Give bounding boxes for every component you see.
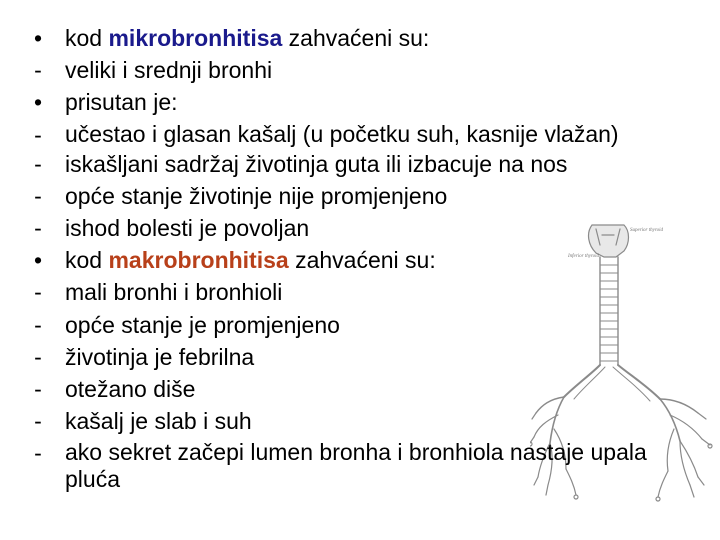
illustration-label-1: Superior thyroid — [630, 228, 664, 233]
dash-marker: - — [34, 440, 42, 467]
dash-marker: - — [34, 376, 42, 403]
bullet-marker: • — [33, 247, 43, 274]
list-item-text: kod makrobronhitisa zahvaćeni su: — [65, 247, 436, 274]
dash-marker: - — [34, 57, 42, 84]
keyword-makrobronhitis: makrobronhitisa — [108, 247, 289, 274]
list-item — [28, 22, 688, 54]
list-item — [28, 341, 688, 373]
list-item — [28, 148, 688, 180]
illustration-label-2: Inferior thyroid — [568, 254, 600, 259]
list-item — [28, 276, 688, 308]
bullet-list — [28, 22, 688, 493]
list-item-text: opće stanje životinje nije promjenjeno — [65, 182, 448, 209]
list-item-text: životinja je febrilna — [65, 343, 255, 370]
list-item-text: prisutan je: — [65, 89, 178, 116]
dash-marker: - — [34, 215, 42, 242]
dash-marker: - — [34, 150, 42, 177]
list-item — [28, 86, 688, 118]
dash-marker: - — [34, 311, 42, 338]
bullet-marker: • — [33, 25, 43, 51]
list-item — [28, 405, 688, 437]
list-item-text: iskašljani sadržaj životinja guta ili izbacuje na nos — [65, 150, 568, 177]
list-item-text: učestao i glasan kašalj (u početku suh, kasnije vlažan) — [65, 120, 619, 147]
list-item — [28, 244, 688, 276]
list-item-text: ishod bolesti je povoljan — [65, 215, 310, 242]
bullet-marker: • — [33, 89, 43, 116]
list-item — [28, 54, 688, 86]
list-item-text: mali bronhi i bronhioli — [65, 279, 283, 306]
list-item-text: veliki i srednji bronhi — [65, 57, 273, 84]
keyword-mikrobronhitis: mikrobronhitisa — [108, 25, 283, 51]
list-item-text: opće stanje je promjenjeno — [65, 311, 340, 338]
list-item — [28, 119, 688, 148]
dash-marker: - — [34, 408, 42, 435]
list-item-text: kašalj je slab i suh — [65, 408, 252, 435]
list-item-text: kod mikrobronhitisa zahvaćeni su: — [65, 25, 430, 51]
list-item — [28, 373, 688, 405]
dash-marker: - — [34, 182, 42, 209]
list-item-text: ako sekret začepi lumen bronha i bronhiola nastaje upala pluća — [65, 439, 647, 493]
list-item — [28, 437, 688, 493]
list-item — [28, 180, 688, 212]
dash-marker: - — [34, 279, 42, 306]
dash-marker: - — [34, 343, 42, 370]
list-item-text: otežano diše — [65, 376, 196, 403]
dash-marker: - — [34, 121, 42, 148]
list-item — [28, 309, 688, 341]
list-item — [28, 212, 688, 244]
